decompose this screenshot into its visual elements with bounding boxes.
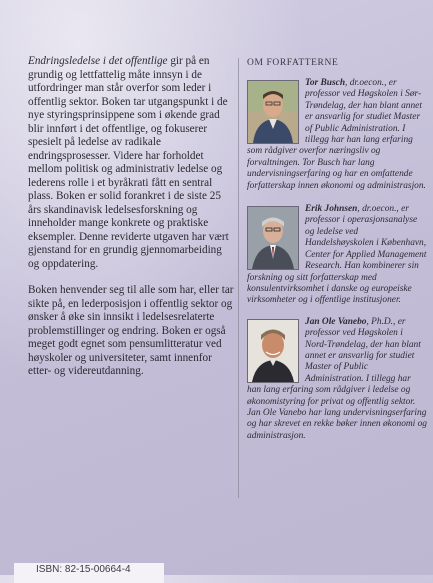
author-name: Tor Busch — [305, 78, 346, 88]
author-entry — [247, 317, 427, 442]
description-paragraph-2: Boken henvender seg til alle som har, eller tar sikte på, en lederposisjon i offentlig sektor og ønsker å øke sin innsikt i ledelsesrelaterte problemstillinger og endring. Boken er også meget godt egnet som pensumlitteratur ved høyskoler og universiteter, samt innenfor etter- og videreutdanning. — [28, 284, 234, 377]
description-text-1: gir på en grundig og lettfattelig måte innsyn i de utfordringer man står overfor som leder i offentlig sektor. Boken tar utgangspunkt i de nye styringsprinsippene som i økende grad blir innført i det offentlige, og fokuserer spesielt på ledelse av radikale endringsprosesser. Videre har forholdet mellom politisk og administrativ ledelse og lederens rolle i et byråkrati fått en sentral plass. Boken er solid forankret i de siste 25 års skandinavisk ledelsesforskning og inneholder mange konkrete og praktiske eksempler. Denne reviderte utgaven har vært gjenstand for en grundig gjennomarbeiding og oppdatering. — [28, 55, 229, 270]
isbn-label: ISBN: 82-15-00664-4 — [14, 563, 164, 583]
description-paragraph-1 — [28, 55, 234, 271]
column-divider — [238, 58, 239, 498]
author-bio-text: , dr.oecon., er professor ved Høgskolen i Sør-Trøndelag, der han blant annet er ansvarlig for studiet Master of Public Administration. I tillegg har han lang erfaring som rådgiver overfor næringsliv og forvaltningen. Tor Busch har lang undervisningserfaring og har en omfattende forfatterskap innen økonomi og administrasjon. — [247, 78, 426, 191]
author-entry — [247, 204, 427, 307]
authors-column — [247, 58, 427, 442]
author-name: Erik Johnsen — [305, 204, 358, 215]
author-name: Jan Ole Vanebo — [305, 316, 367, 327]
author-bio-text: , Ph.D., er professor ved Høgskolen i Nord-Trøndelag, der han blant annet er ansvarlig for studiet Master of Public Administration. I tillegg har han lang erfaring som rådgiver i ledelse og økonomistyring for privat og offentlig sektor. Jan Ole Vanebo har lang undervisningserfaring og har skrevet en rekke bøker innen økonomi og administrasjon. — [247, 316, 427, 441]
author-photo — [247, 80, 299, 144]
author-photo — [247, 319, 299, 383]
author-photo — [247, 206, 299, 270]
authors-heading: OM FORFATTERNE — [247, 58, 339, 68]
description-column — [28, 55, 234, 392]
book-title-inline: Endringsledelse i det offentlige — [28, 55, 168, 67]
author-entry — [247, 78, 427, 192]
author-bio-text: , dr.oecon., er professor i operasjonsanalyse og ledelse ved Handelshøyskolen i København, Center for Applied Management Research. Han kombinerer sin forskning og sitt forfatterskap med konsulentvirksomhet i danske og europeiske virksomheter og i offentlige institusjoner. — [247, 204, 427, 306]
